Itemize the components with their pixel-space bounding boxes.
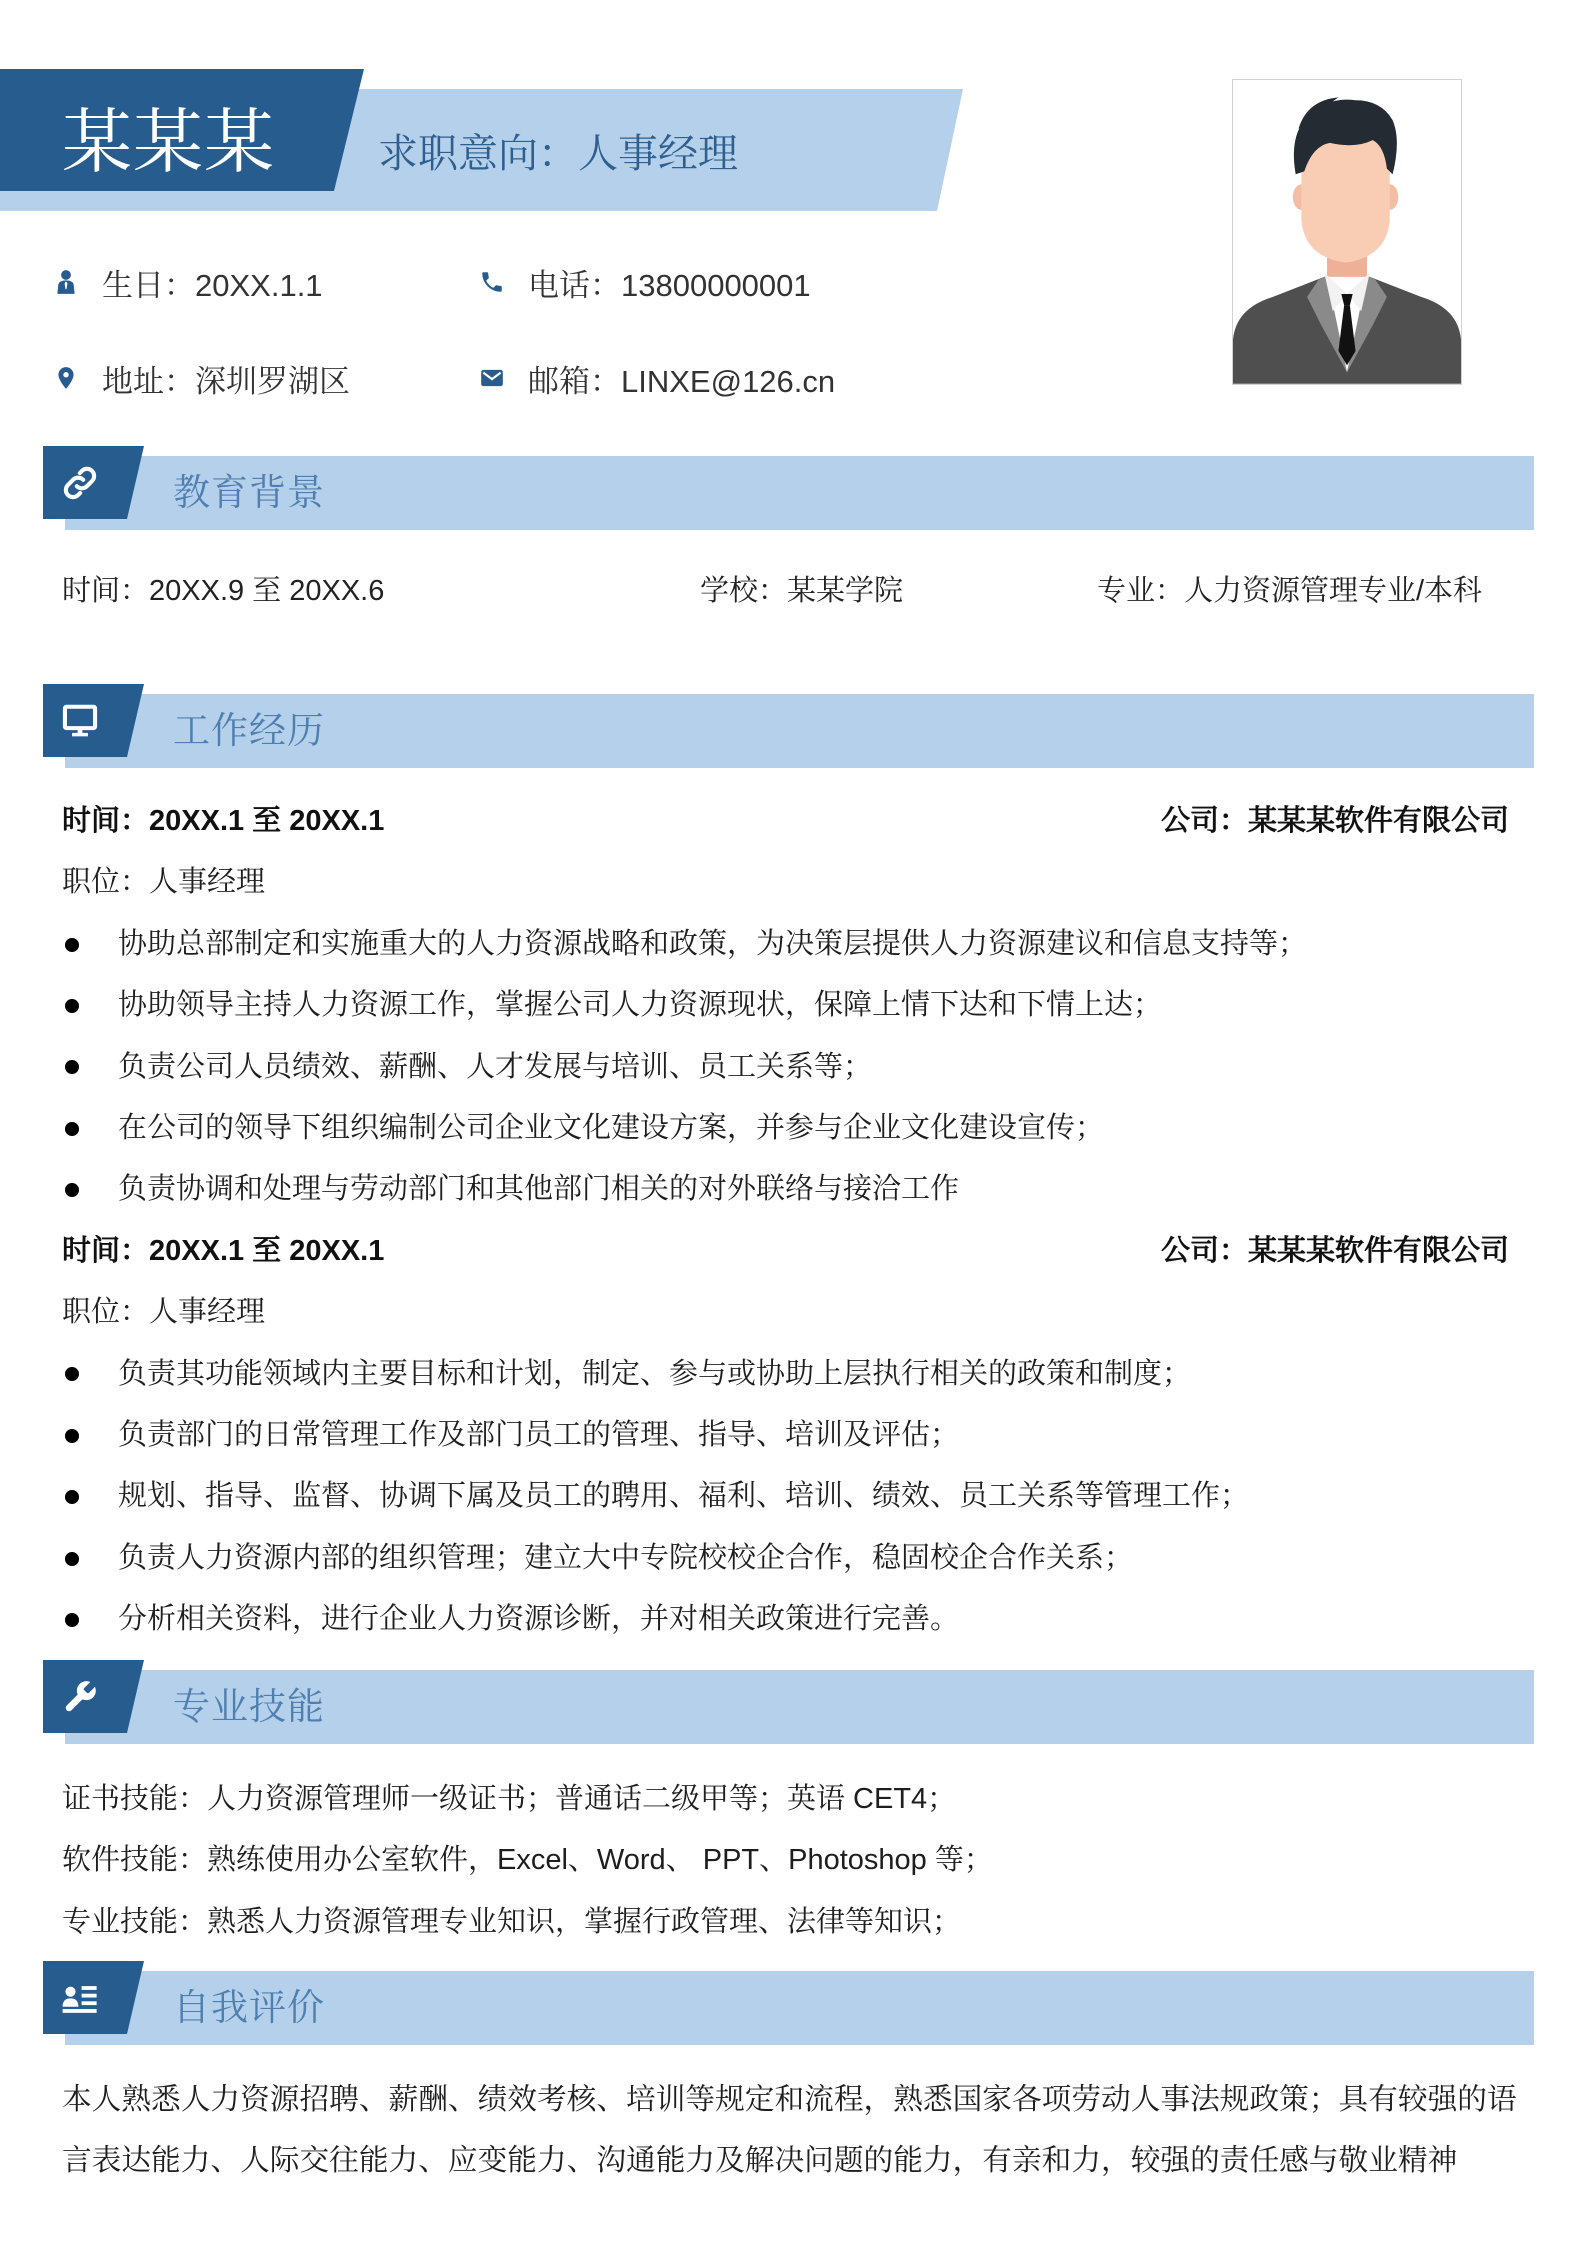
work-company: 公司：某某某软件有限公司 (1160, 1234, 1509, 1267)
duty-item (62, 1405, 1509, 1466)
self-evaluation-text: 本人熟悉人力资源招聘、薪酬、绩效考核、培训等规定和流程，熟悉国家各项劳动人事法规政策；具有较强的语言表达能力、人际交往能力、应变能力、沟通能力及解决问题的能力，有亲和力，较强的责任感与敬业精神 (62, 2083, 1517, 2178)
bullet-dot (65, 938, 79, 952)
section-title-education: 教育背景 (173, 472, 325, 513)
male-avatar-icon (1233, 80, 1461, 384)
bullet-dot (65, 1552, 79, 1566)
location-pin-icon (52, 363, 80, 393)
work-position: 职位：人事经理 (62, 866, 266, 899)
duty-item (62, 975, 1509, 1036)
duty-text: 负责部门的日常管理工作及部门员工的管理、指导、培训及评估； (118, 1419, 960, 1452)
bullet-dot (65, 1122, 79, 1136)
section-work-header (43, 684, 1534, 768)
profile-photo (1232, 79, 1462, 385)
profile-list-icon (60, 1978, 100, 2018)
skill-item: 软件技能：熟练使用办公室软件，Excel、Word、 PPT、Photoshop 等； (62, 1844, 993, 1877)
contact-email (478, 356, 835, 400)
education-time: 时间：20XX.9 至 20XX.6 (62, 575, 385, 607)
duty-text: 负责人力资源内部的组织管理；建立大中专院校校企合作，稳固校企合作关系； (118, 1541, 1134, 1574)
section-self-evaluation-header (43, 1961, 1534, 2045)
duty-item (62, 1466, 1509, 1527)
phone-text: 电话：13800000001 (528, 267, 811, 303)
section-title-self-evaluation: 自我评价 (173, 1987, 325, 2028)
work-company: 公司：某某某软件有限公司 (1160, 805, 1509, 837)
person-icon (52, 267, 80, 297)
bullet-dot (65, 1367, 79, 1381)
duty-item (62, 1159, 1509, 1220)
duty-text: 协助领导主持人力资源工作，掌握公司人力资源现状，保障上情下达和下情上达； (118, 989, 1163, 1022)
duty-text: 负责其功能领域内主要目标和计划，制定、参与或协助上层执行相关的政策和制度； (118, 1357, 1192, 1390)
work-time: 时间：20XX.1 至 20XX.1 (62, 805, 385, 837)
section-education-header (43, 446, 1534, 530)
duty-item (62, 1344, 1509, 1405)
section-icon-tab (43, 684, 144, 757)
duty-item (62, 914, 1509, 975)
candidate-name: 某某某 (62, 103, 275, 181)
duty-item (62, 1589, 1509, 1650)
email-text: 邮箱：LINXE@126.cn (528, 363, 836, 399)
work-experience-list (62, 791, 1509, 1651)
duty-item (62, 1037, 1509, 1098)
work-time: 时间：20XX.1 至 20XX.1 (62, 1234, 385, 1267)
contact-birthday (52, 260, 323, 304)
section-skills-header (43, 1660, 1534, 1744)
monitor-icon (60, 701, 100, 741)
phone-icon (478, 267, 506, 297)
job-intention: 求职意向：人事经理 (378, 132, 738, 176)
duty-text: 负责公司人员绩效、薪酬、人才发展与培训、员工关系等； (118, 1050, 873, 1083)
work-entry-header (62, 791, 1509, 852)
bullet-dot (65, 1429, 79, 1443)
education-major: 专业：人力资源管理专业/本科 (1097, 575, 1483, 607)
section-title-skills: 专业技能 (173, 1686, 325, 1727)
bullet-dot (65, 1060, 79, 1074)
education-school: 学校：某某学院 (700, 575, 904, 607)
section-icon-tab (43, 1660, 144, 1733)
work-entry-header (62, 1221, 1509, 1282)
skill-item: 证书技能：人力资源管理师一级证书；普通话二级甲等；英语 CET4； (62, 1783, 957, 1815)
duty-item (62, 1528, 1509, 1589)
section-icon-tab (43, 1961, 144, 2034)
tools-icon (60, 1677, 100, 1717)
section-icon-tab (43, 446, 144, 519)
bullet-dot (65, 1490, 79, 1504)
skill-item: 专业技能：熟悉人力资源管理专业知识，掌握行政管理、法律等知识； (62, 1905, 962, 1938)
contact-phone (478, 260, 811, 304)
bullet-dot (65, 1613, 79, 1627)
bullet-dot (65, 999, 79, 1013)
work-position: 职位：人事经理 (62, 1296, 266, 1329)
duty-text: 协助总部制定和实施重大的人力资源战略和政策，为决策层提供人力资源建议和信息支持等； (118, 927, 1308, 960)
duty-text: 分析相关资料，进行企业人力资源诊断，并对相关政策进行完善。 (118, 1603, 960, 1636)
duty-text: 规划、指导、监督、协调下属及员工的聘用、福利、培训、绩效、员工关系等管理工作； (118, 1480, 1250, 1513)
birthday-text: 生日：20XX.1.1 (102, 267, 323, 303)
link-icon (60, 463, 100, 503)
duty-text: 负责协调和处理与劳动部门和其他部门相关的对外联络与接洽工作 (118, 1173, 960, 1206)
skills-list (62, 1769, 1509, 1953)
bullet-dot (65, 1183, 79, 1197)
contact-address (52, 356, 350, 400)
section-title-work: 工作经历 (173, 710, 325, 751)
envelope-icon (478, 363, 506, 393)
duty-item (62, 1098, 1509, 1159)
duty-text: 在公司的领导下组织编制公司企业文化建设方案，并参与企业文化建设宣传； (118, 1112, 1105, 1145)
address-text: 地址：深圳罗湖区 (102, 363, 350, 399)
